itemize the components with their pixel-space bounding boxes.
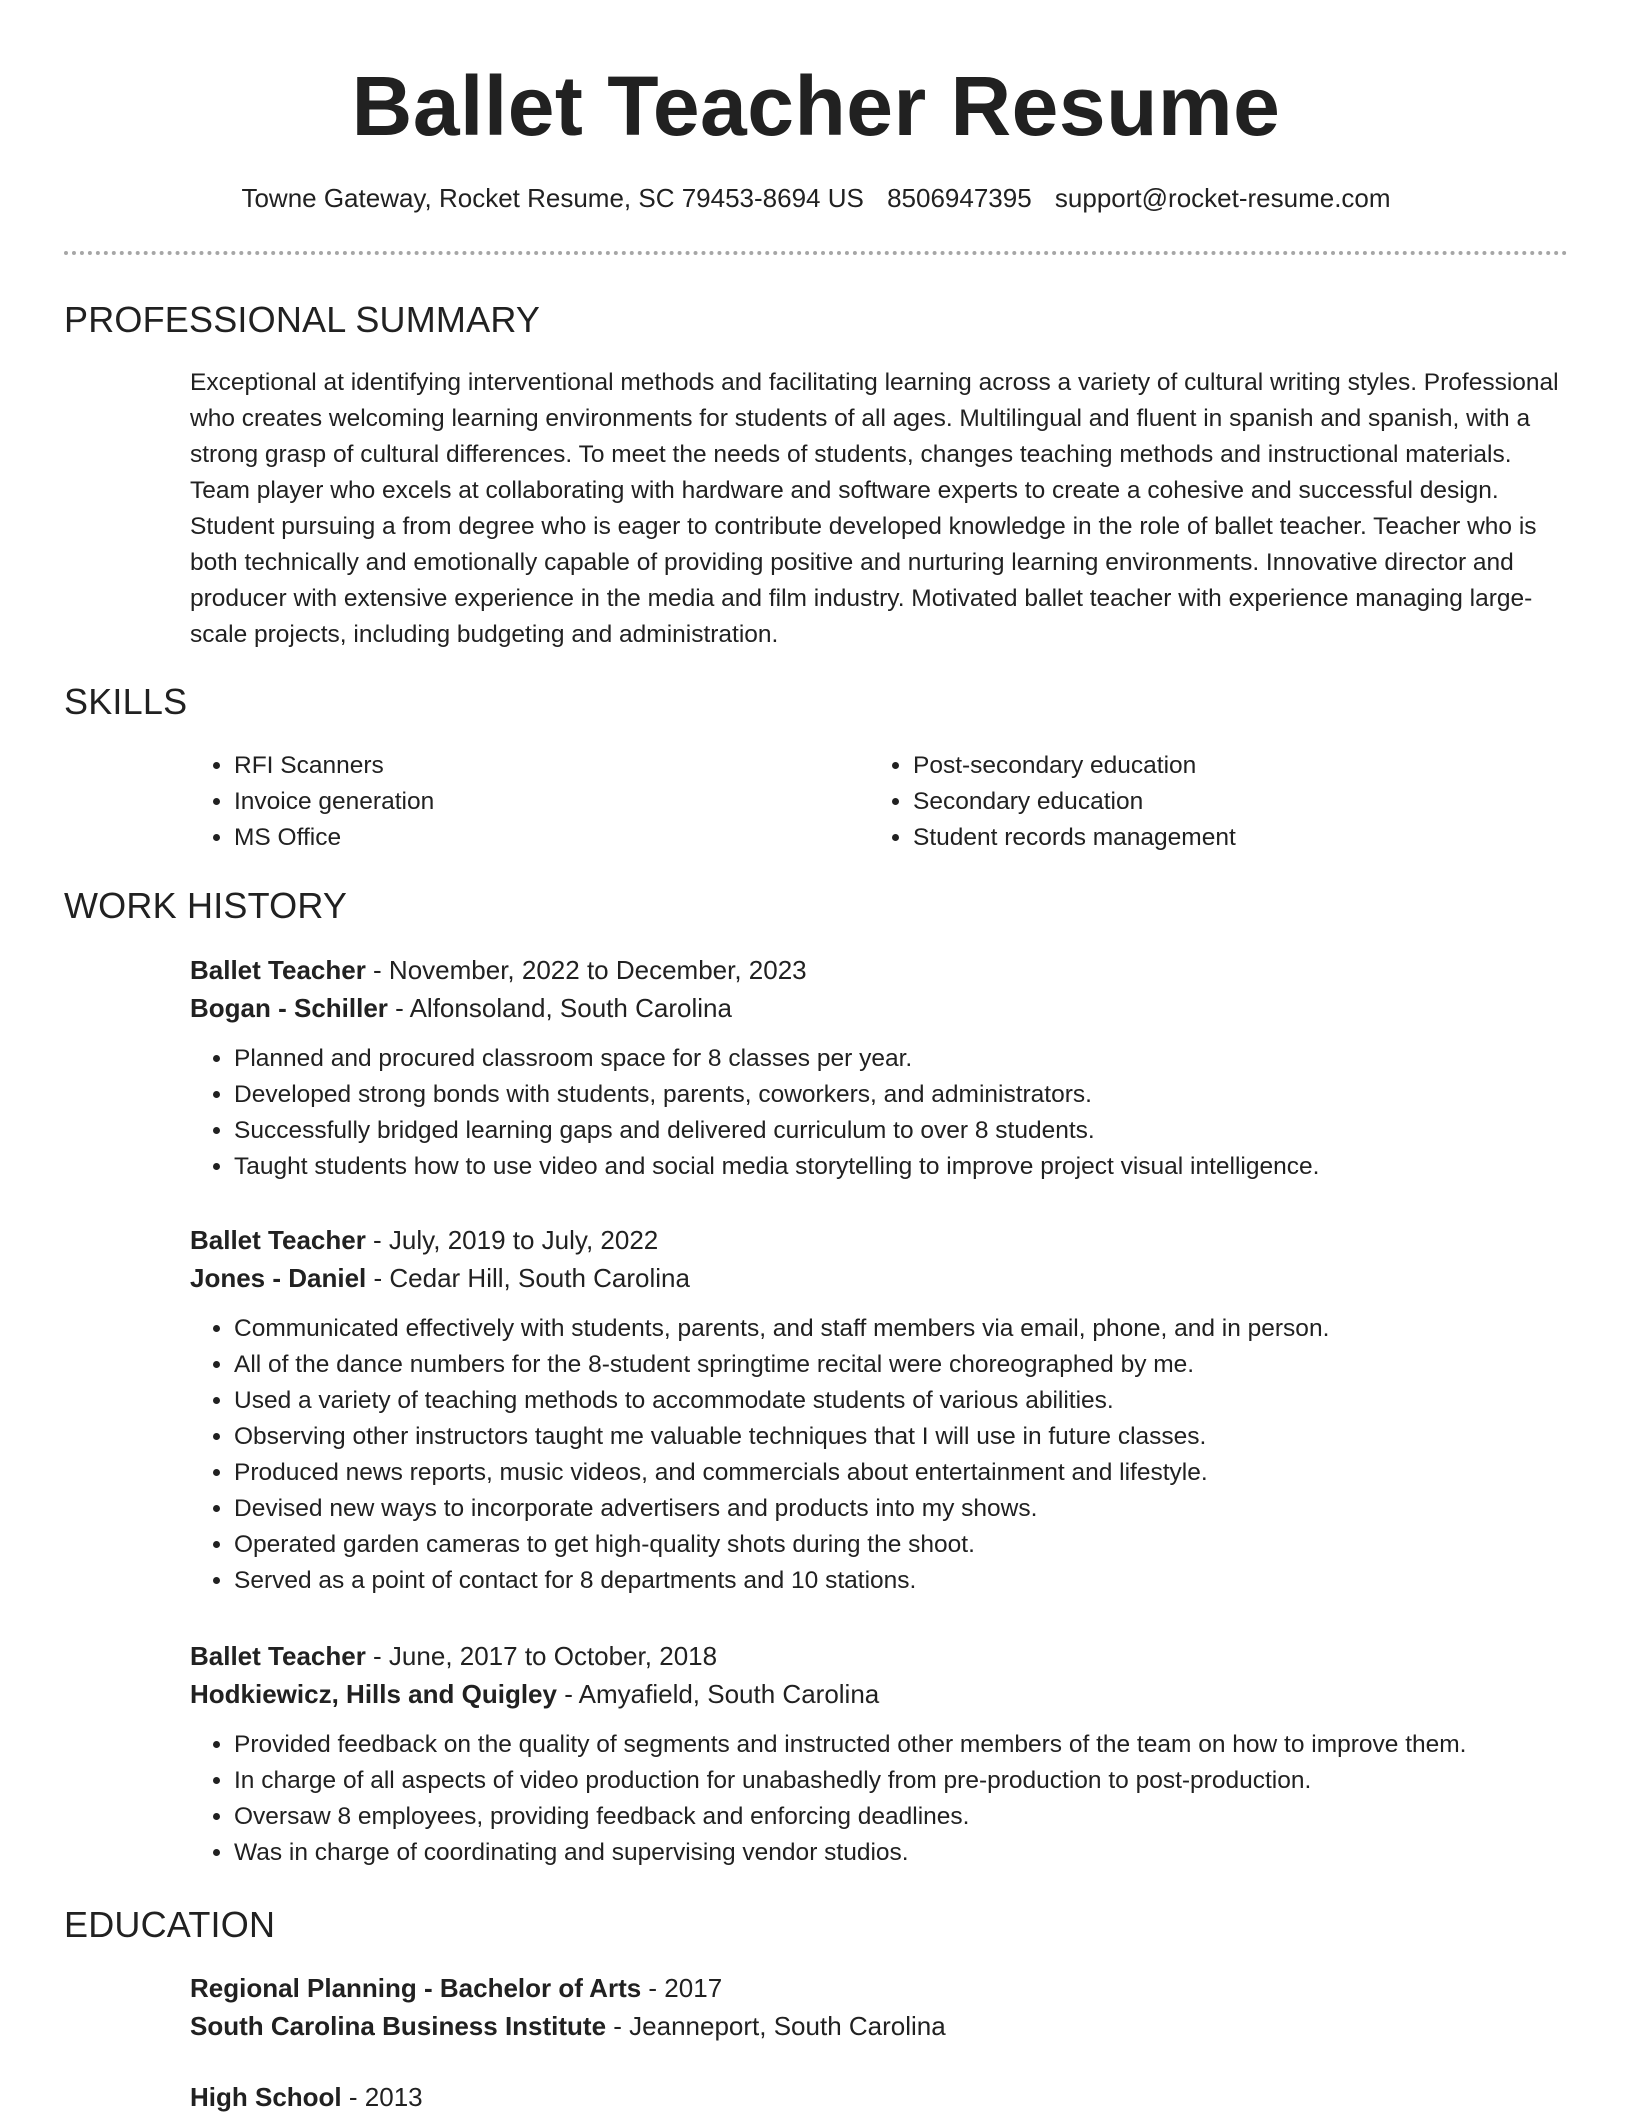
contact-email: support@rocket-resume.com xyxy=(1054,183,1391,213)
job-bullet: • Served as a point of contact for 8 departments and 10 stations. xyxy=(234,1563,1570,1599)
section-heading-skills: SKILLS xyxy=(64,681,188,722)
job-bullet: • Planned and procured classroom space for 8 classes per year. xyxy=(234,1041,1570,1077)
job-bullets xyxy=(190,1311,1570,1599)
job-company: Bogan - Schiller xyxy=(190,993,388,1023)
contact-address: Towne Gateway, Rocket Resume, SC 79453-8694 US xyxy=(241,183,864,213)
education-year: - 2013 xyxy=(341,2082,423,2112)
summary-text: Exceptional at identifying interventional methods and facilitating learning across a variety of cultural writing styles. Professional who creates welcoming learning environments for students of all ages. Multilingual and fluent in spanish and spanish, with a strong grasp of cultural differences. To meet the needs of students, changes teaching methods and instructional materials. Team player who excels at collaborating with hardware and software experts to create a cohesive and successful design. Student pursuing a from degree who is eager to contribute developed knowledge in the role of ballet teacher. Teacher who is both technically and emotionally capable of providing positive and nurturing learning environments. Innovative director and producer with extensive experience in the media and film industry. Motivated ballet teacher with experience managing large-scale projects, including budgeting and administration. xyxy=(190,369,1559,648)
contact-line xyxy=(0,180,1632,216)
resume-title: Ballet Teacher Resume xyxy=(351,59,1281,153)
job-bullet: • Developed strong bonds with students, parents, coworkers, and administrators. xyxy=(234,1077,1570,1113)
education-entry xyxy=(190,1969,1570,2045)
job-company: Hodkiewicz, Hills and Quigley xyxy=(190,1679,557,1709)
job-company-line xyxy=(190,1675,1570,1713)
job-bullet: • Devised new ways to incorporate advertisers and products into my shows. xyxy=(234,1491,1570,1527)
education-school-line xyxy=(190,2007,1570,2045)
education-degree: High School xyxy=(190,2082,342,2112)
education-degree-line xyxy=(190,2078,1570,2116)
header-divider xyxy=(64,251,1568,255)
job-entry xyxy=(190,1637,1570,1871)
job-bullet: • All of the dance numbers for the 8-student springtime recital were choreographed by me. xyxy=(234,1347,1570,1383)
job-company: Jones - Daniel xyxy=(190,1263,367,1293)
skill-item: • Post-secondary education xyxy=(913,748,1559,784)
skills-column-left xyxy=(190,748,790,856)
job-company-line xyxy=(190,1259,1570,1297)
job-dates: - June, 2017 to October, 2018 xyxy=(365,1641,718,1671)
job-bullet: • Used a variety of teaching methods to accommodate students of various abilities. xyxy=(234,1383,1570,1419)
education-degree-line xyxy=(190,1969,1570,2007)
job-title: Ballet Teacher xyxy=(190,1225,366,1255)
job-bullet: • Observing other instructors taught me valuable techniques that I will use in future classes. xyxy=(234,1419,1570,1455)
job-dates: - November, 2022 to December, 2023 xyxy=(365,955,807,985)
education-entry xyxy=(190,2078,1570,2116)
skill-item: • Student records management xyxy=(913,820,1559,856)
contact-phone: 8506947395 xyxy=(887,183,1032,213)
education-location: - Jeanneport, South Carolina xyxy=(606,2011,946,2041)
job-entry xyxy=(190,951,1570,1185)
job-bullets xyxy=(190,1727,1570,1871)
job-bullet: • Operated garden cameras to get high-quality shots during the shoot. xyxy=(234,1527,1570,1563)
job-entry xyxy=(190,1221,1570,1599)
skill-item: • RFI Scanners xyxy=(234,748,790,784)
job-location: - Alfonsoland, South Carolina xyxy=(387,993,732,1023)
job-title-line xyxy=(190,951,1570,989)
skill-item: • Secondary education xyxy=(913,784,1559,820)
job-title-line xyxy=(190,1221,1570,1259)
skill-item: • MS Office xyxy=(234,820,790,856)
section-heading-work-history: WORK HISTORY xyxy=(64,885,348,926)
job-bullet: • Successfully bridged learning gaps and delivered curriculum to over 8 students. xyxy=(234,1113,1570,1149)
job-bullet: • Was in charge of coordinating and supervising vendor studios. xyxy=(234,1835,1570,1871)
job-bullet: • Oversaw 8 employees, providing feedback and enforcing deadlines. xyxy=(234,1799,1570,1835)
skill-item: • Invoice generation xyxy=(234,784,790,820)
job-bullet: • Provided feedback on the quality of segments and instructed other members of the team on how to improve them. xyxy=(234,1727,1570,1763)
education-year: - 2017 xyxy=(641,1973,723,2003)
job-title: Ballet Teacher xyxy=(190,1641,366,1671)
job-location: - Cedar Hill, South Carolina xyxy=(366,1263,690,1293)
education-degree: Regional Planning - Bachelor of Arts xyxy=(190,1973,642,2003)
skills-column-right xyxy=(869,748,1559,856)
job-title-line xyxy=(190,1637,1570,1675)
section-heading-summary: PROFESSIONAL SUMMARY xyxy=(64,299,541,340)
section-heading-education: EDUCATION xyxy=(64,1904,276,1945)
job-dates: - July, 2019 to July, 2022 xyxy=(365,1225,659,1255)
job-company-line xyxy=(190,989,1570,1027)
job-title: Ballet Teacher xyxy=(190,955,366,985)
education-school: South Carolina Business Institute xyxy=(190,2011,607,2041)
job-bullets xyxy=(190,1041,1570,1185)
job-bullet: • Communicated effectively with students, parents, and staff members via email, phone, and in person. xyxy=(234,1311,1570,1347)
job-bullet: • In charge of all aspects of video production for unabashedly from pre-production to post-production. xyxy=(234,1763,1570,1799)
job-location: - Amyafield, South Carolina xyxy=(556,1679,880,1709)
job-bullet: • Produced news reports, music videos, and commercials about entertainment and lifestyle. xyxy=(234,1455,1570,1491)
job-bullet: • Taught students how to use video and social media storytelling to improve project visual intelligence. xyxy=(234,1149,1570,1185)
